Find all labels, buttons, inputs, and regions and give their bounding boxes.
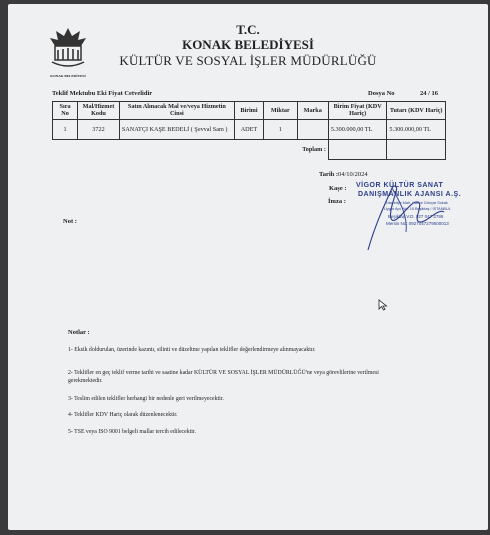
signature-icon xyxy=(348,182,488,257)
company-stamp xyxy=(348,182,488,257)
col-header: Mal/Hizmet Kodu xyxy=(78,102,120,120)
stamp-line: Uygur Apt. No: 15 Beşiktaş / İSTANBUL xyxy=(384,207,451,211)
table-cell: 3722 xyxy=(78,119,120,139)
table-cell: 1 xyxy=(53,119,78,139)
col-header: Birim Fiyat (KDV Hariç) xyxy=(328,102,387,120)
table-cell: ADET xyxy=(234,119,263,139)
table-row xyxy=(53,119,446,139)
toplam-cell xyxy=(328,139,387,159)
notes-heading: Notlar : xyxy=(68,329,90,336)
dosya-value: 24 / 16 xyxy=(420,90,439,97)
tarih-value: 04/10/2024 xyxy=(338,171,368,178)
logo-caption: KONAK BELEDİYESİ xyxy=(50,74,86,78)
header-tc: T.C. xyxy=(236,22,260,37)
table-cell: 5.300.000,00 TL xyxy=(387,119,446,139)
col-header: Sıra No xyxy=(53,102,78,120)
document-page xyxy=(8,4,488,530)
toplam-cell xyxy=(387,139,446,159)
table-cell xyxy=(297,119,328,139)
table-cell: SANATÇI KAŞE BEDELİ ( Şevval Sam ) xyxy=(119,119,234,139)
col-header: Miktar xyxy=(264,102,297,120)
stamp-line: Mersis No: 0927047279500013 xyxy=(386,221,449,226)
note-item: 2- Teklifler en geç teklif verme tarihi ve saatine kadar KÜLTÜR VE SOSYAL İŞLER MÜDÜRLÜĞÜ'ne veya görevlilerine verilmesi gerekmektedir. xyxy=(68,370,379,384)
col-header: Tutarı (KDV Hariç) xyxy=(387,102,446,120)
stamp-line: Nispetiye Mah. Hatice Dünçar Sokak xyxy=(386,201,448,205)
table-cell: 1 xyxy=(264,119,297,139)
header-belediye: KONAK BELEDİYESİ xyxy=(182,37,314,52)
tarih-label: Tarih : xyxy=(319,171,339,178)
price-table xyxy=(52,101,446,160)
col-header: Birimi xyxy=(234,102,263,120)
document-title: Teklif Mektubu Eki Fiyat Cetvelidir xyxy=(52,90,153,97)
stamp-line: DANIŞMANLIK AJANSI A.Ş. xyxy=(358,191,462,198)
not-label: Not : xyxy=(63,218,77,225)
note-item: 1- Eksik doldurulan, üzerinde kazıntı, silinti ve düzeltme yapılan teklifler değerlendirmeye alınmayacaktır. xyxy=(68,347,316,353)
table-cell: 5.300.000,00 TL xyxy=(328,119,387,139)
toplam-label: Toplam : xyxy=(302,146,326,154)
kase-label: Kaşe : xyxy=(329,185,347,192)
col-header: Satın Alınacak Mal ve/veya Hizmetin Cinsi xyxy=(119,102,234,120)
stamp-line: Beşiktaş V.D. 927 047 2795 xyxy=(388,214,444,219)
mouse-cursor-icon xyxy=(378,299,388,311)
imza-label: İmza : xyxy=(328,198,346,205)
toplam-spacer xyxy=(53,139,298,159)
table-header-row xyxy=(53,102,446,120)
note-item: 3- Teslim edilen teklifler herhangi bir nedenle geri verilmeyecektir. xyxy=(68,396,224,402)
toplam-row xyxy=(53,139,446,159)
header-mudurluk: KÜLTÜR VE SOSYAL İŞLER MÜDÜRLÜĞÜ xyxy=(119,53,377,68)
note-item: 4- Teklifler KDV Hariç olarak düzenlenecektir. xyxy=(68,412,178,418)
col-header: Marka xyxy=(297,102,328,120)
note-item: 5- TSE veya ISO 9001 belgeli mallar tercih edilecektir. xyxy=(68,429,196,435)
dosya-label: Dosya No xyxy=(368,90,395,97)
stamp-line: VİGOR KÜLTÜR SANAT xyxy=(356,182,444,189)
